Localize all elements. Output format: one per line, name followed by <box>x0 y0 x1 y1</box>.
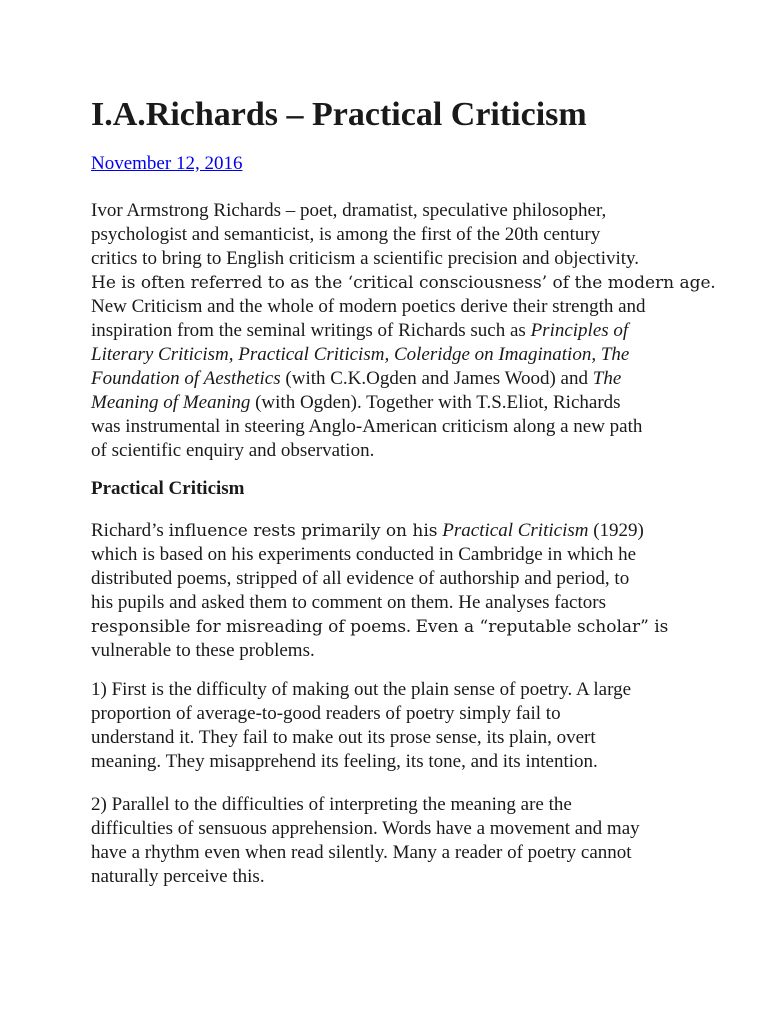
intro-line-8 <box>91 367 731 391</box>
para2-line-5 <box>91 615 731 639</box>
section-heading: Practical Criticism <box>91 478 245 499</box>
intro-line-5: New Criticism and the whole of modern poetics derive their strength and <box>91 296 646 317</box>
intro-paragraph <box>91 199 731 463</box>
intro-line-7 <box>91 343 731 367</box>
para2-line-2: which is based on his experiments conducted in Cambridge in which he <box>91 544 637 565</box>
para2-line-1-b: influence rests primarily on his <box>168 521 438 541</box>
intro-line-8-b: (with C.K.Ogden and James Wood) and <box>280 368 593 389</box>
post-date-link[interactable]: November 12, 2016 <box>91 153 243 174</box>
para2-line-1-d: Practical Criticism <box>442 520 589 541</box>
para4-line-3: have a rhythm even when read silently. Many a reader of poetry cannot <box>91 842 632 863</box>
intro-line-4 <box>91 271 731 295</box>
para3-line-1: 1) First is the difficulty of making out the plain sense of poetry. A large <box>91 679 632 700</box>
intro-line-8-c: The <box>592 368 622 389</box>
intro-line-6 <box>91 319 731 343</box>
intro-line-9-b: (with Ogden). Together with T.S.Eliot, Richards <box>250 392 621 413</box>
intro-line-1: Ivor Armstrong Richards – poet, dramatist, speculative philosopher, <box>91 200 607 221</box>
para2-line-1-a: Richard’s <box>91 520 169 541</box>
para2-line-5-b: . <box>406 616 416 637</box>
paragraph-influence <box>91 519 731 663</box>
paragraph-difficulty-1 <box>91 678 731 774</box>
para4-line-1: 2) Parallel to the difficulties of interpreting the meaning are the <box>91 794 572 815</box>
para3-line-4: meaning. They misapprehend its feeling, its tone, and its intention. <box>91 751 598 772</box>
intro-line-10: was instrumental in steering Anglo-American criticism along a new path <box>91 416 643 437</box>
para4-line-4: naturally perceive this. <box>91 866 265 887</box>
intro-line-6-b: Principles of <box>530 320 629 341</box>
para2-line-1-e: (1929) <box>588 520 644 541</box>
para2-line-1 <box>91 519 731 543</box>
para2-line-3: distributed poems, stripped of all evidence of authorship and period, to <box>91 568 630 589</box>
para4-line-2: difficulties of sensuous apprehension. Words have a movement and may <box>91 818 640 839</box>
intro-line-4-end: . <box>710 272 716 293</box>
para3-line-3: understand it. They fail to make out its prose sense, its plain, overt <box>91 727 596 748</box>
intro-line-7-italic: Literary Criticism, Practical Criticism, Coleridge on Imagination, The <box>91 344 630 365</box>
para2-line-6: vulnerable to these problems. <box>91 640 315 661</box>
intro-line-3: critics to bring to English criticism a scientific precision and objectivity. <box>91 248 640 269</box>
intro-line-2: psychologist and semanticist, is among the first of the 20th century <box>91 224 601 245</box>
intro-line-11: of scientific enquiry and observation. <box>91 440 375 461</box>
para2-line-5-c: Even a “reputable scholar” is <box>415 617 669 637</box>
para3-line-2: proportion of average-to-good readers of poetry simply fail to <box>91 703 561 724</box>
para2-line-5-a: responsible for misreading of poems <box>91 617 407 637</box>
para2-line-4: his pupils and asked them to comment on them. He analyses factors <box>91 592 606 613</box>
intro-line-9 <box>91 391 731 415</box>
intro-line-8-a: Foundation of Aesthetics <box>91 368 281 389</box>
paragraph-difficulty-2 <box>91 793 731 889</box>
article-title: I.A.Richards – Practical Criticism <box>91 96 587 133</box>
intro-line-4-sans: He is often referred to as the ‘critical consciousness’ of the modern age <box>91 273 711 293</box>
intro-line-9-a: Meaning of Meaning <box>91 392 251 413</box>
intro-line-6-a: inspiration from the seminal writings of Richards such as <box>91 320 531 341</box>
